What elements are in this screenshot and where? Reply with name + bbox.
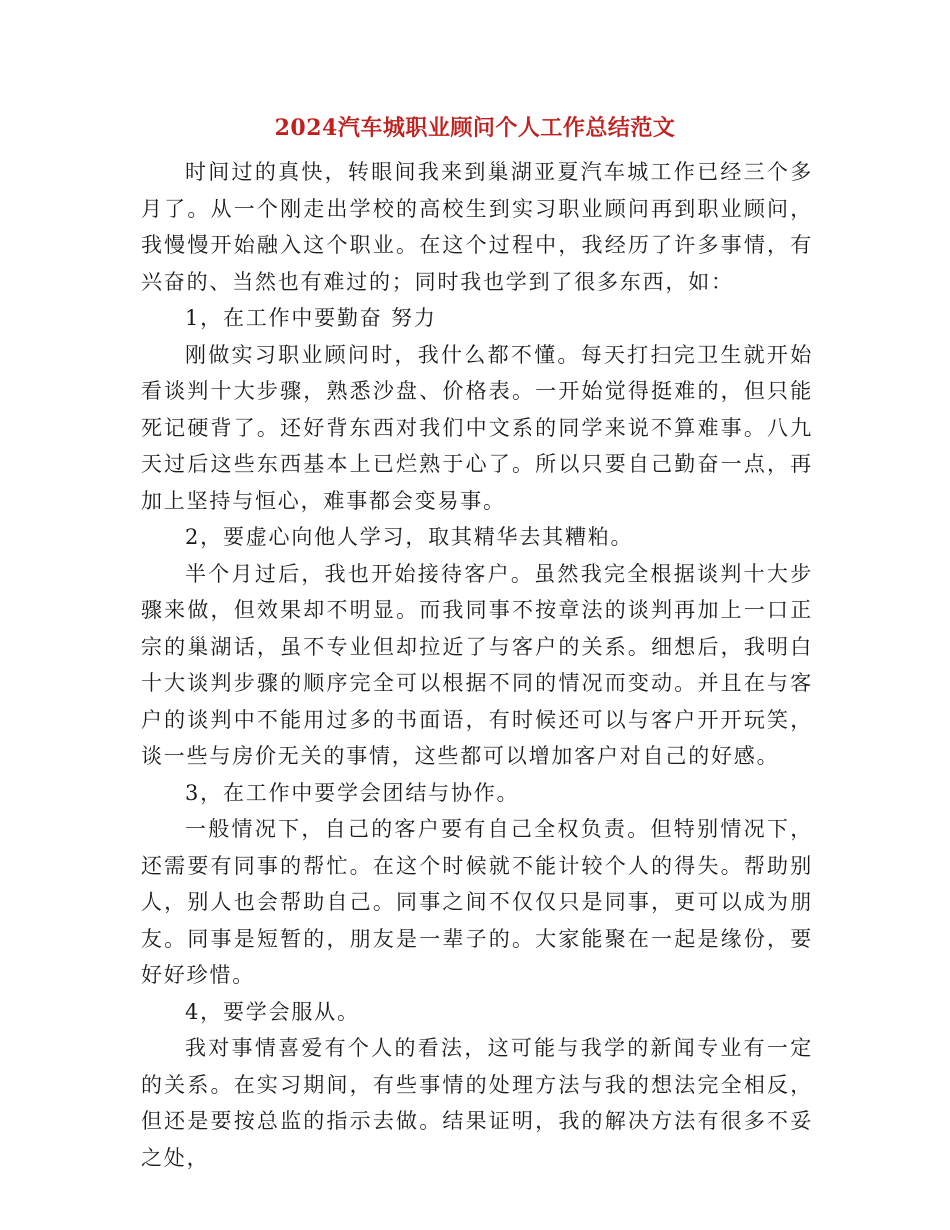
- heading-point-1: 1，在工作中要勤奋 努力: [185, 306, 437, 330]
- heading-point-4: 4，要学会服从。: [185, 999, 360, 1024]
- heading-point-3: 3，在工作中要学会团结与协作。: [185, 780, 520, 805]
- document-body: [141, 154, 813, 1176]
- paragraph-point-2: 半个月过后，我也开始接待客户。虽然我完全根据谈判十大步骤来做，但效果却不明显。而我同事不按章法的谈判再加上一口正宗的巢湖话，虽不专业但却拉近了与客户的关系。细想后，我明白十大谈判步骤的顺序完全可以根据不同的情况而变动。并且在与客户的谈判中不能用过多的书面语，有时候还可以与客户开开玩笑，谈一些与房价无关的事情，这些都可以增加客户对自己的好感。: [141, 561, 813, 768]
- paragraph-intro: 时间过的真快，转眼间我来到巢湖亚夏汽车城工作已经三个多月了。从一个刚走出学校的高校生到实习职业顾问再到职业顾问，我慢慢开始融入这个职业。在这个过程中，我经历了许多事情，有兴奋的、当然也有难过的；同时我也学到了很多东西，如：: [141, 160, 813, 294]
- paragraph-point-1: 刚做实习职业顾问时，我什么都不懂。每天打扫完卫生就开始看谈判十大步骤，熟悉沙盘、价格表。一开始觉得挺难的，但只能死记硬背了。还好背东西对我们中文系的同学来说不算难事。八九天过后这些东西基本上已烂熟于心了。所以只要自己勤奋一点，再加上坚持与恒心，难事都会变易事。: [141, 342, 813, 513]
- paragraph-point-3: 一般情况下，自己的客户要有自己全权负责。但特别情况下，还需要有同事的帮忙。在这个时候就不能计较个人的得失。帮助别人，别人也会帮助自己。同事之间不仅仅只是同事，更可以成为朋友。同事是短暂的，朋友是一辈子的。大家能聚在一起是缘份，要好好珍惜。: [141, 817, 813, 987]
- heading-point-2: 2，要虚心向他人学习，取其精华去其糟粕。: [185, 525, 634, 549]
- document-title: 2024汽车城职业顾问个人工作总结范文: [274, 115, 676, 141]
- paragraph-point-4: 我对事情喜爱有个人的看法，这可能与我学的新闻专业有一定的关系。在实习期间，有些事情的处理方法与我的想法完全相反，但还是要按总监的指示去做。结果证明，我的解决方法有很多不妥之处，: [141, 1036, 813, 1170]
